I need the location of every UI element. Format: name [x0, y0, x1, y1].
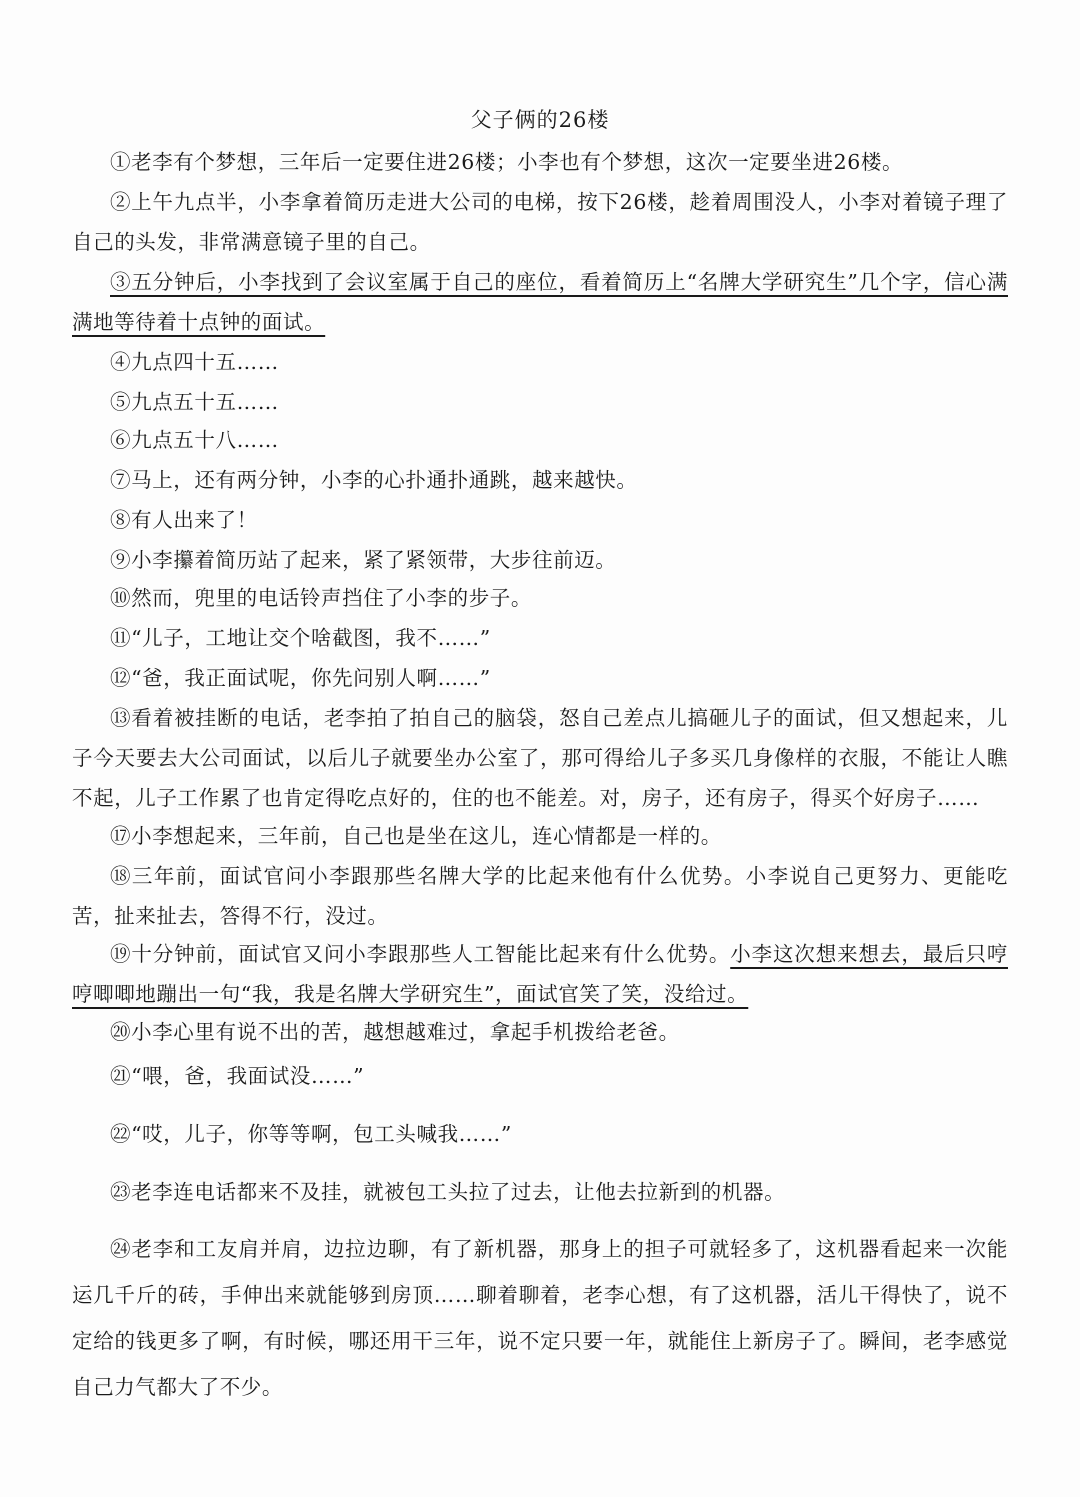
paragraph-11: ⑪“儿子，工地让交个啥截图，我不……”: [110, 626, 491, 650]
paragraph-7: ⑦马上，还有两分钟，小李的心扑通扑通跳，越来越快。: [110, 468, 638, 492]
paragraph-18: ⑱三年前，面试官问小李跟那些名牌大学的比起来他有什么优势。小李说自己更努力、更能吃苦，扯来扯去，答得不行，没过。: [72, 864, 1008, 928]
paragraph-17: ⑰小李想起来，三年前，自己也是坐在这儿，连心情都是一样的。: [110, 824, 722, 848]
paragraph-4: ④九点四十五……: [110, 350, 279, 374]
paragraph-19-underlined: 小李这次想来想去，最后只哼哼唧唧地蹦出一句“我，我是名牌大学研究生”，面试官笑了笑，没给过。: [72, 942, 1008, 1006]
paragraph-5: ⑤九点五十五……: [110, 390, 279, 414]
paragraph-6: ⑥九点五十八……: [110, 428, 279, 452]
paragraph-19: [72, 934, 1008, 1014]
paragraph-10: ⑩然而，兜里的电话铃声挡住了小李的步子。: [110, 586, 532, 610]
paragraph-23: ㉓老李连电话都来不及挂，就被包工头拉了过去，让他去拉新到的机器。: [110, 1180, 786, 1204]
paragraph-19-plain: ⑲十分钟前，面试官又问小李跟那些人工智能比起来有什么优势。: [110, 942, 731, 966]
paragraph-22: ㉒“哎，儿子，你等等啊，包工头喊我……”: [110, 1122, 512, 1146]
paragraph-8: ⑧有人出来了！: [110, 508, 258, 532]
paragraph-20: ⑳小李心里有说不出的苦，越想越难过，拿起手机拨给老爸。: [110, 1020, 680, 1044]
paragraph-24: ㉔老李和工友肩并肩，边拉边聊，有了新机器，那身上的担子可就轻多了，这机器看起来一次能运几千斤的砖，手伸出来就能够到房顶……聊着聊着，老李心想，有了这机器，活儿干得快了，说不定给的钱更多了啊，有时候，哪还用干三年，说不定只要一年，就能住上新房子了。瞬间，老李感觉自己力气都大了不少。: [72, 1237, 1008, 1399]
paragraph-2: ②上午九点半，小李拿着简历走进大公司的电梯，按下26楼，趁着周围没人，小李对着镜子理了自己的头发，非常满意镜子里的自己。: [72, 190, 1008, 254]
paragraph-3-underlined: ③五分钟后，小李找到了会议室属于自己的座位，看着简历上“名牌大学研究生”几个字，信心满满地等待着十点钟的面试。: [72, 270, 1008, 334]
paragraph-21: ㉑“喂，爸，我面试没……”: [110, 1064, 365, 1088]
paragraph-12: ⑫“爸，我正面试呢，你先问别人啊……”: [110, 666, 491, 690]
article-title: 父子俩的26楼: [470, 108, 610, 132]
paragraph-9: ⑨小李攥着简历站了起来，紧了紧领带，大步往前迈。: [110, 548, 617, 572]
paragraph-1: ①老李有个梦想，三年后一定要住进26楼；小李也有个梦想，这次一定要坐进26楼。: [110, 150, 904, 174]
paragraph-13: ⑬看着被挂断的电话，老李拍了拍自己的脑袋，怒自己差点儿搞砸儿子的面试，但又想起来，儿子今天要去大公司面试，以后儿子就要坐办公室了，那可得给儿子多买几身像样的衣服，不能让人瞧不起，儿子工作累了也肯定得吃点好的，住的也不能差。对，房子，还有房子，得买个好房子……: [72, 706, 1008, 810]
